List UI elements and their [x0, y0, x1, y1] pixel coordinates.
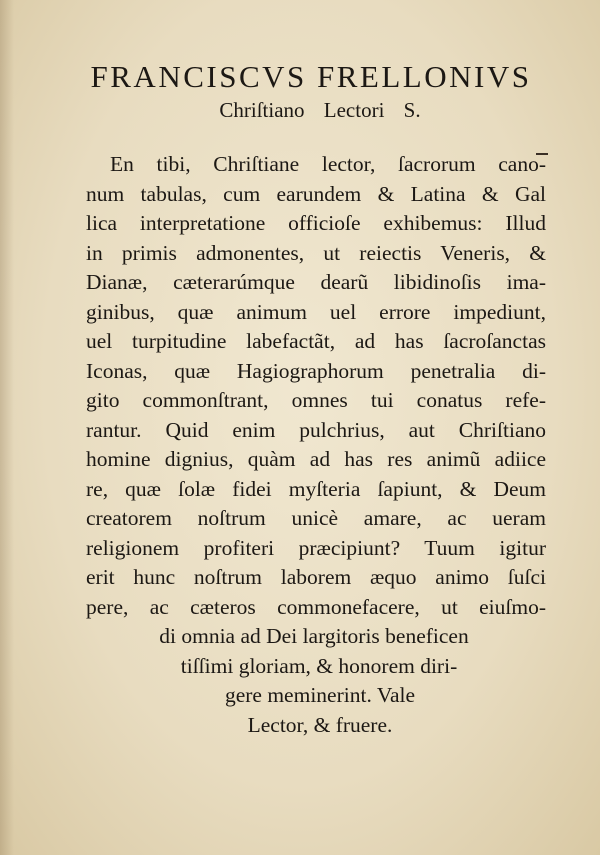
- text-line: lica interpretatione officioſe exhibemus: Illud: [86, 211, 546, 235]
- text-line: creatorem noſtrum unicè amare, ac ueram: [86, 506, 546, 530]
- text-line: homine dignius, quàm ad has res animũ adiice: [86, 447, 546, 471]
- text-line: gere meminerint. Vale: [224, 683, 416, 707]
- text-line: En tibi, Chriſtiane lector, ſacrorum cano-: [110, 152, 546, 176]
- salutation: Chriſtiano Lectori S.: [219, 98, 421, 122]
- text-line: uel turpitudine labefactãt, ad has ſacroſanctas: [86, 329, 546, 353]
- dedication-heading: [0, 60, 600, 124]
- text-line: rantur. Quid enim pulchrius, aut Chriſtiano: [86, 417, 546, 442]
- text-line: ginibus, quæ animum uel errore impediunt,: [86, 299, 546, 324]
- text-line: gito commonſtrant, omnes tui conatus refe-: [86, 388, 546, 412]
- letter-body: [86, 150, 546, 740]
- text-line: re, quæ ſolæ fidei myſteria ſapiunt, & Deum: [86, 476, 546, 501]
- text-line: erit hunc noſtrum laborem æquo animo ſuſci: [86, 565, 546, 589]
- text-line: Dianæ, cæterarúmque dearũ libidinoſis ima-: [86, 270, 546, 294]
- text-line: in primis admonentes, ut reiectis Veneris, &: [86, 240, 546, 265]
- text-line: religionem profiteri præcipiunt? Tuum igitur: [86, 535, 546, 560]
- text-line: num tabulas, cum earundem & Latina & Gal: [86, 181, 546, 206]
- text-line: Lector, & fruere.: [247, 712, 393, 737]
- text-line: tiſſimi gloriam, & honorem diri-: [180, 653, 458, 678]
- text-line: Iconas, quæ Hagiographorum penetralia di-: [86, 358, 546, 383]
- text-line: di omnia ad Dei largitoris beneficen: [159, 624, 469, 648]
- text-line: pere, ac cæteros commonefacere, ut eiuſmo-: [86, 594, 546, 619]
- author-name: FRANCISCVS FRELLONIVS: [90, 59, 532, 94]
